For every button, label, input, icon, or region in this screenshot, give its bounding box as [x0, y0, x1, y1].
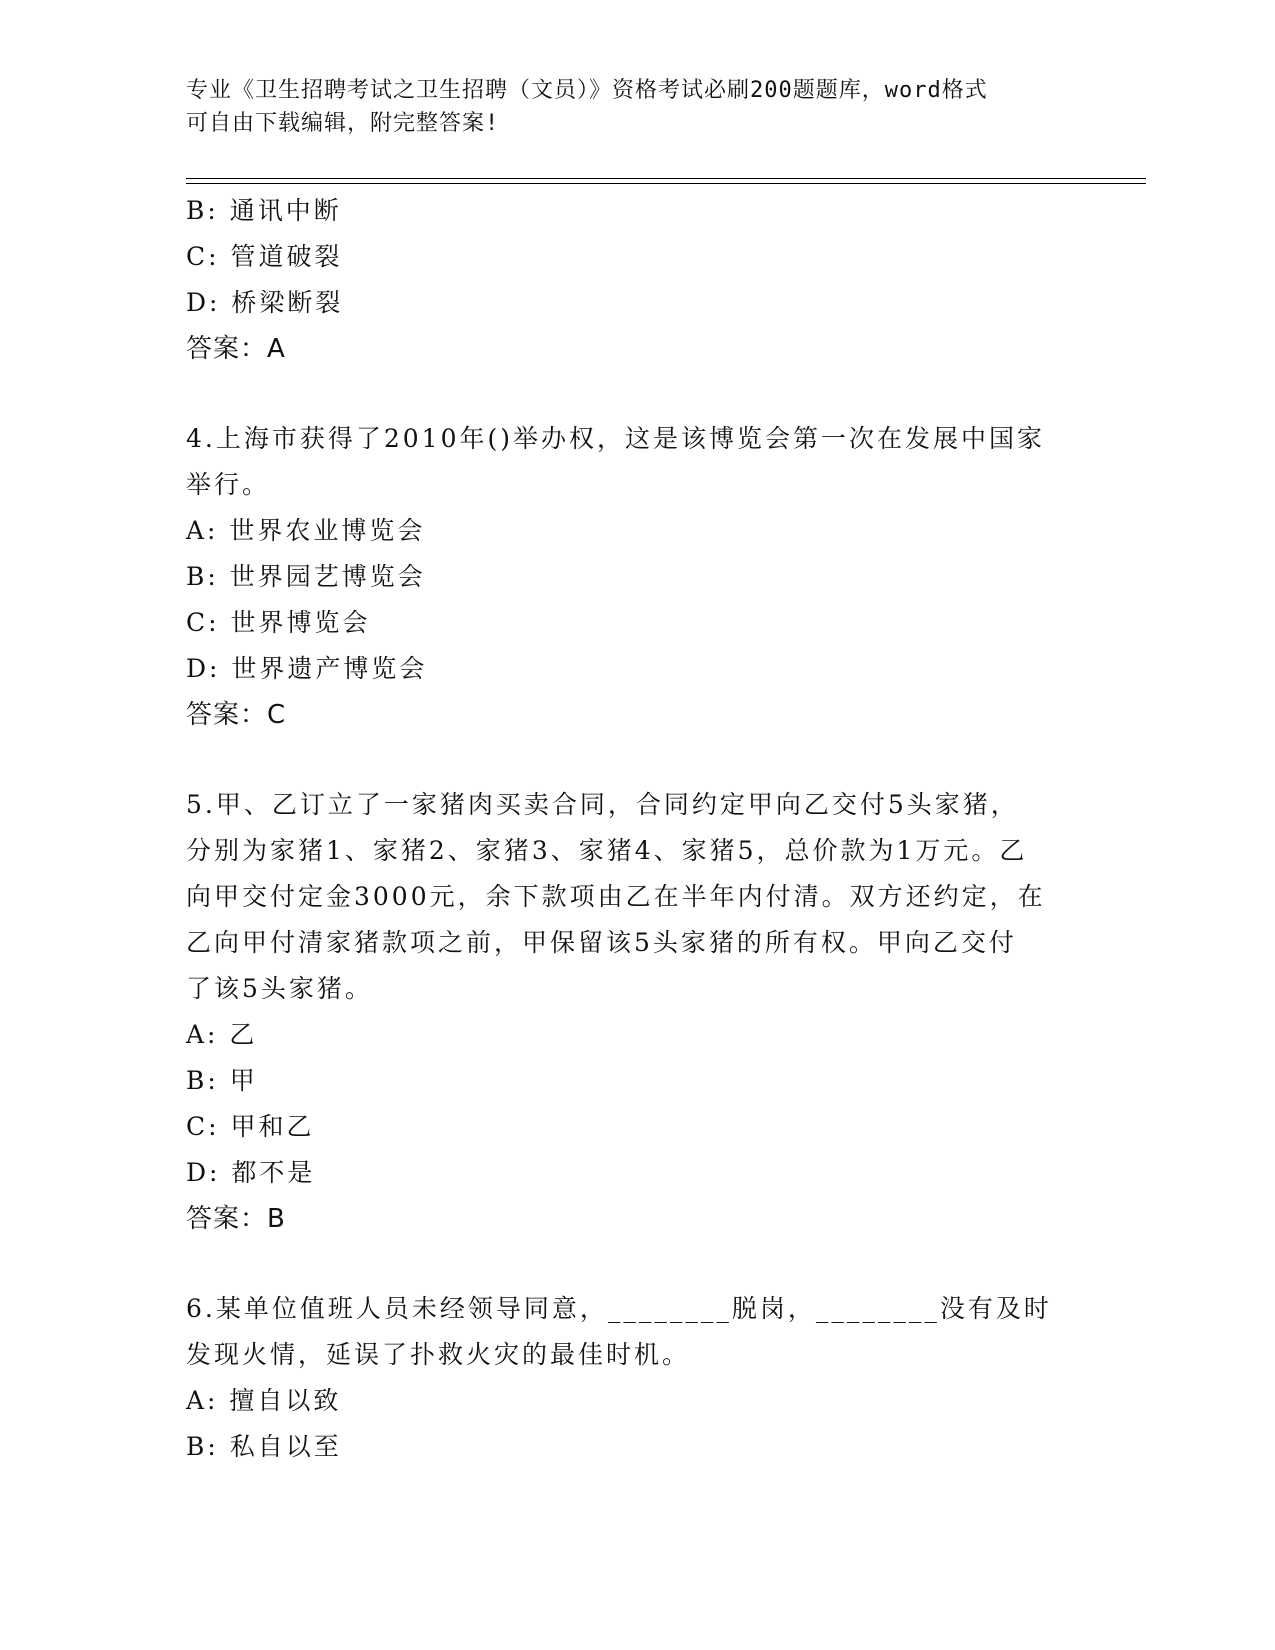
option-a: A: 乙 — [186, 1020, 258, 1049]
question-5 — [186, 782, 1086, 1242]
header-line-1: 专业《卫生招聘考试之卫生招聘（文员）》资格考试必刷200题题库，word格式 — [186, 78, 988, 103]
option-a: A: 擅自以致 — [186, 1386, 342, 1415]
question-stem-line: 向甲交付定金3000元，余下款项由乙在半年内付清。双方还约定，在 — [186, 882, 1046, 911]
header-rule-top — [186, 178, 1146, 179]
option-b: B: 世界园艺博览会 — [186, 562, 426, 591]
option-a: A: 世界农业博览会 — [186, 516, 426, 545]
spacer — [186, 738, 1086, 782]
question-3 — [186, 188, 1086, 372]
option-d: D: 世界遗产博览会 — [186, 654, 428, 683]
question-6 — [186, 1286, 1086, 1470]
option-b: B: 私自以至 — [186, 1432, 342, 1461]
question-stem-line: 了该5头家猪。 — [186, 974, 373, 1003]
option-d: D: 都不是 — [186, 1158, 316, 1187]
option-c: C: 世界博览会 — [186, 608, 371, 637]
question-stem-line: 举行。 — [186, 470, 271, 499]
answer-line: 答案：B — [186, 1204, 286, 1234]
spacer — [186, 372, 1086, 416]
document-header — [186, 74, 1086, 140]
question-stem-line: 6.某单位值班人员未经领导同意，________脱岗，________没有及时 — [186, 1294, 1052, 1323]
option-b: B: 甲 — [186, 1066, 258, 1095]
option-c: C: 管道破裂 — [186, 242, 343, 271]
answer-line: 答案：A — [186, 334, 286, 364]
question-stem-line: 乙向甲付清家猪款项之前，甲保留该5头家猪的所有权。甲向乙交付 — [186, 928, 1017, 957]
answer-line: 答案：C — [186, 700, 287, 730]
question-4 — [186, 416, 1086, 738]
question-stem-line: 分别为家猪1、家猪2、家猪3、家猪4、家猪5，总价款为1万元。乙 — [186, 836, 1028, 865]
header-rule-bottom — [186, 183, 1146, 184]
question-stem-line: 发现火情，延误了扑救火灾的最佳时机。 — [186, 1340, 691, 1369]
question-stem-line: 5.甲、乙订立了一家猪肉买卖合同，合同约定甲向乙交付5头家猪， — [186, 790, 1019, 819]
option-d: D: 桥梁断裂 — [186, 288, 344, 317]
header-line-2: 可自由下载编辑，附完整答案! — [186, 111, 500, 136]
question-list — [186, 188, 1086, 1470]
option-b: B: 通讯中断 — [186, 196, 342, 225]
question-stem-line: 4.上海市获得了2010年()举办权，这是该博览会第一次在发展中国家 — [186, 424, 1045, 453]
spacer — [186, 1242, 1086, 1286]
option-c: C: 甲和乙 — [186, 1112, 315, 1141]
